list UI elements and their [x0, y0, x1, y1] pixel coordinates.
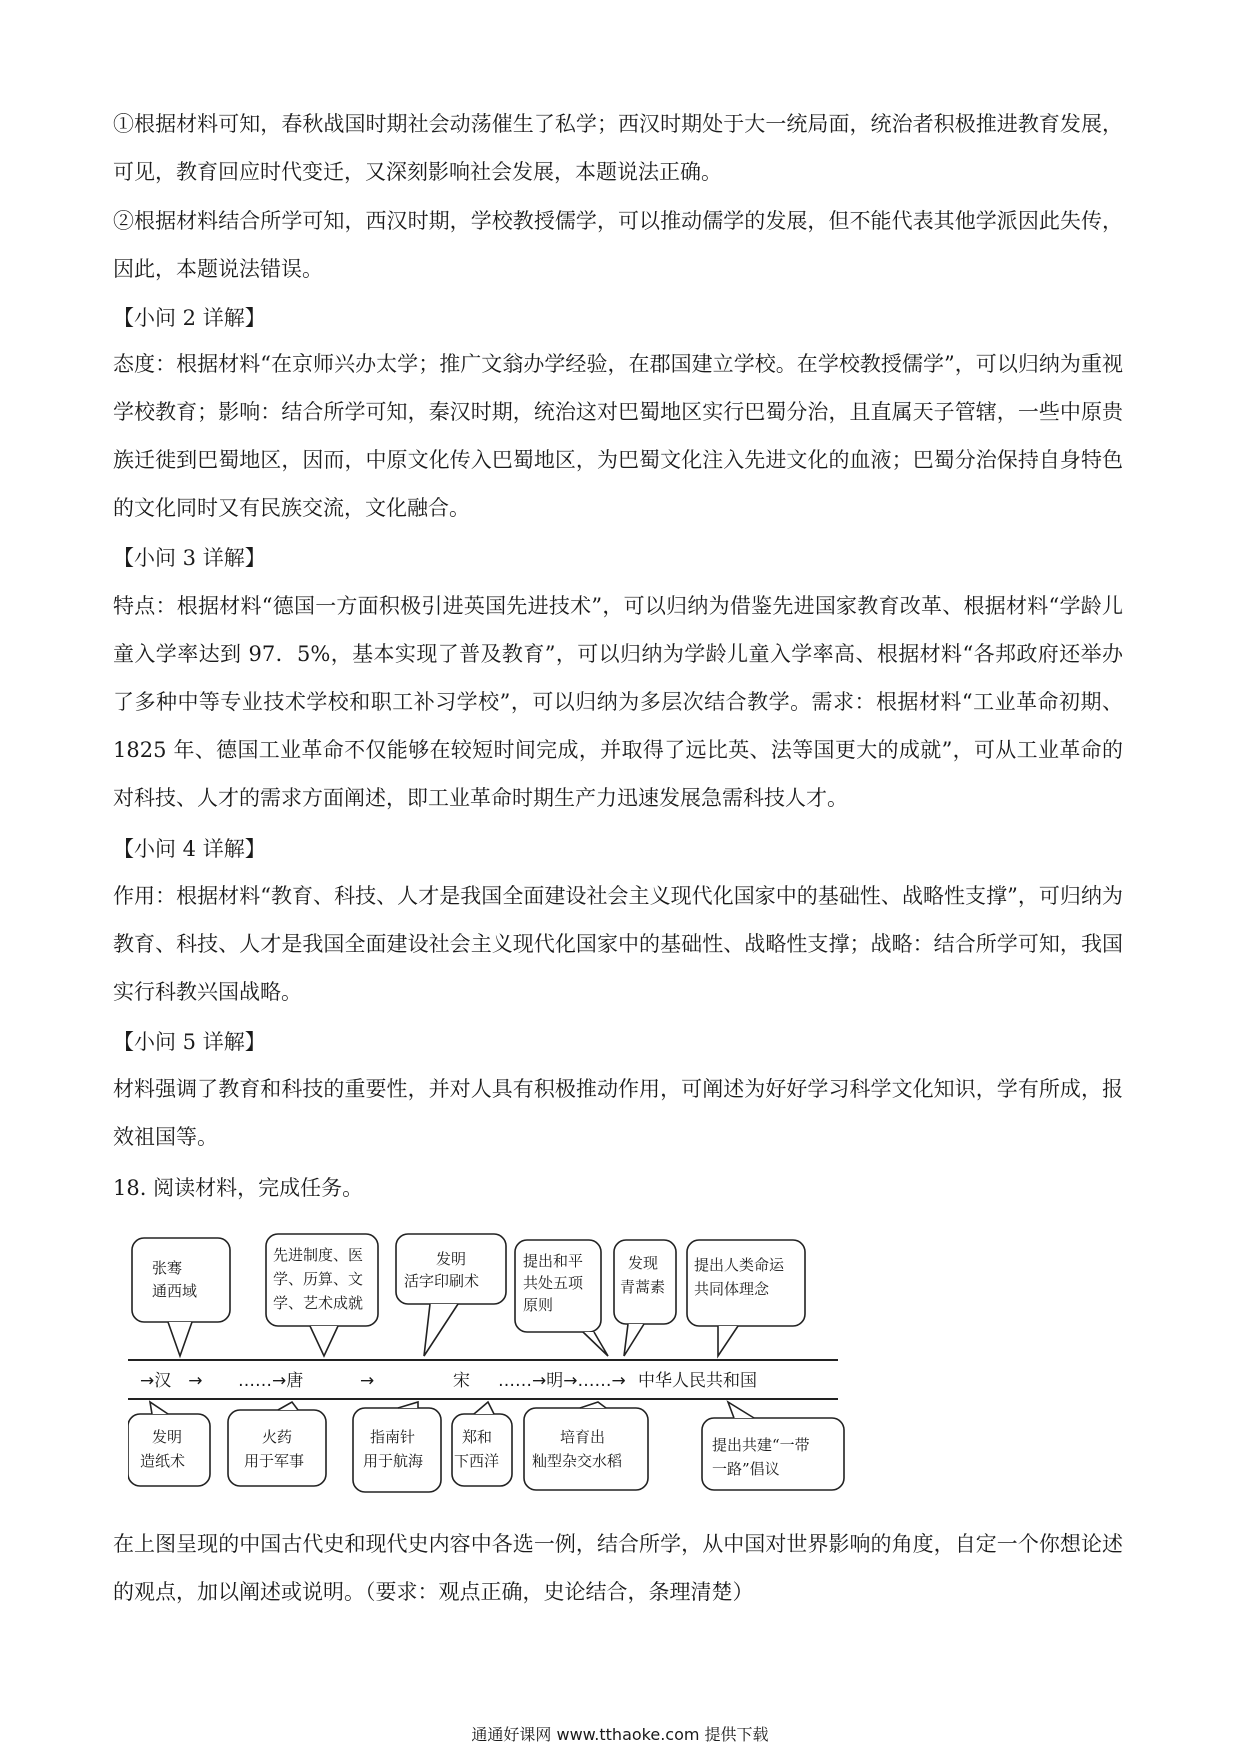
- svg-text:籼型杂交水稻: 籼型杂交水稻: [532, 1452, 623, 1470]
- bottom-box-compass: [353, 1402, 441, 1492]
- svg-text:火药: 火药: [262, 1428, 293, 1446]
- svg-text:青蒿素: 青蒿素: [620, 1278, 666, 1296]
- bottom-box-papermaking: [128, 1402, 210, 1486]
- svg-text:指南针: 指南针: [370, 1428, 416, 1446]
- paragraph-answer-5: 作用：根据材料“教育、科技、人才是我国全面建设社会主义现代化国家中的基础性、战略性支撑”，可归纳为教育、科技、人才是我国全面建设社会主义现代化国家中的基础性、战略性支撑；战略：结合所学可知，我国实行科教兴国战略。: [113, 884, 1123, 1004]
- svg-text:用于航海: 用于航海: [363, 1452, 424, 1470]
- era-song: 宋: [453, 1371, 470, 1391]
- era-ming: ……→明→……→: [498, 1371, 626, 1391]
- heading-question-4: 【小问 4 详解】: [113, 837, 266, 861]
- top-box-tang-achievements: [266, 1234, 378, 1356]
- svg-text:共同体理念: 共同体理念: [694, 1280, 770, 1298]
- top-box-shared-future: [687, 1240, 805, 1356]
- svg-text:提出人类命运: 提出人类命运: [694, 1256, 785, 1274]
- svg-text:学、历算、文: 学、历算、文: [273, 1270, 364, 1288]
- top-box-five-principles: [515, 1240, 608, 1356]
- bottom-box-zhenghe: [452, 1402, 512, 1486]
- paragraph-answer-4: 特点：根据材料“德国一方面积极引进英国先进技术”，可以归纳为借鉴先进国家教育改革、根据材料“学龄儿童入学率达到 97．5%，基本实现了普及教育”，可以归纳为学龄儿童入学率高、根据材料“各邦政府还举办了多种中等专业技术学校和职工补习学校”，可以归纳为多层次结合教学。需求：根据材料“工业革命初期、1825 年、德国工业革命不仅能够在较短时间完成，并取得了远比英、法等国更大的成就”，可从工业革命的对科技、人才的需求方面阐述，即工业革命时期生产力迅速发展急需科技人才。: [113, 594, 1123, 810]
- bottom-box-belt-and-road: [702, 1402, 844, 1490]
- paragraph-answer-2: ②根据材料结合所学可知，西汉时期，学校教授儒学，可以推动儒学的发展，但不能代表其他学派因此失传，因此，本题说法错误。: [113, 209, 1123, 281]
- history-timeline-figure: [128, 1228, 850, 1496]
- era-arrow: →: [360, 1371, 375, 1391]
- svg-text:一路”倡议: 一路”倡议: [712, 1460, 780, 1478]
- heading-question-2: 【小问 2 详解】: [113, 306, 266, 330]
- paragraph-answer-1: ①根据材料可知，春秋战国时期社会动荡催生了私学；西汉时期处于大一统局面，统治者积极推进教育发展，可见，教育回应时代变迁，又深刻影响社会发展，本题说法正确。: [113, 112, 1123, 184]
- svg-text:培育出: 培育出: [560, 1428, 606, 1446]
- era-han: →汉 →: [140, 1371, 203, 1391]
- svg-text:提出和平: 提出和平: [523, 1252, 584, 1270]
- bottom-box-hybrid-rice: [524, 1402, 648, 1490]
- heading-question-3: 【小问 3 详解】: [113, 546, 266, 570]
- svg-text:用于军事: 用于军事: [244, 1452, 305, 1470]
- svg-text:先进制度、医: 先进制度、医: [273, 1246, 364, 1264]
- paragraph-answer-3: 态度：根据材料“在京师兴办太学；推广文翁办学经验，在郡国建立学校。在学校教授儒学”，可以归纳为重视学校教育；影响：结合所学可知，秦汉时期，统治这对巴蜀地区实行巴蜀分治，且直属天子管辖，一些中原贵族迁徙到巴蜀地区，因而，中原文化传入巴蜀地区，为巴蜀文化注入先进文化的血液；巴蜀分治保持自身特色的文化同时又有民族交流，文化融合。: [113, 352, 1123, 520]
- era-prc: 中华人民共和国: [638, 1371, 757, 1391]
- paragraph-answer-6: 材料强调了教育和科技的重要性，并对人具有积极推动作用，可阐述为好好学习科学文化知识，学有所成，报效祖国等。: [113, 1077, 1123, 1149]
- svg-text:发明: 发明: [152, 1428, 183, 1446]
- svg-text:学、艺术成就: 学、艺术成就: [273, 1294, 364, 1312]
- svg-text:提出共建“一带: 提出共建“一带: [712, 1436, 810, 1454]
- timeline-diagram: [128, 1228, 850, 1496]
- svg-text:原则: 原则: [523, 1296, 554, 1314]
- top-box-movable-type: [396, 1234, 506, 1356]
- svg-text:活字印刷术: 活字印刷术: [404, 1272, 480, 1290]
- page-footer: 通通好课网 www.tthaoke.com 提供下载: [471, 1725, 769, 1744]
- era-tang: ……→唐: [238, 1371, 304, 1391]
- top-box-artemisinin: [614, 1240, 676, 1356]
- svg-text:郑和: 郑和: [462, 1428, 493, 1446]
- svg-text:发明: 发明: [436, 1250, 467, 1268]
- question-18-title: 18. 阅读材料，完成任务。: [113, 1176, 364, 1200]
- paragraph-task: 在上图呈现的中国古代史和现代史内容中各选一例，结合所学，从中国对世界影响的角度，自定一个你想论述的观点，加以阐述或说明。（要求：观点正确，史论结合，条理清楚）: [113, 1532, 1123, 1604]
- svg-text:通西域: 通西域: [152, 1282, 198, 1300]
- svg-text:共处五项: 共处五项: [523, 1274, 584, 1292]
- svg-text:张骞: 张骞: [152, 1259, 183, 1277]
- svg-text:发现: 发现: [628, 1254, 659, 1272]
- svg-text:造纸术: 造纸术: [140, 1452, 186, 1470]
- svg-text:下西洋: 下西洋: [454, 1452, 500, 1470]
- top-box-zhangqian: [132, 1238, 230, 1356]
- bottom-box-gunpowder: [228, 1402, 326, 1486]
- heading-question-5: 【小问 5 详解】: [113, 1030, 266, 1054]
